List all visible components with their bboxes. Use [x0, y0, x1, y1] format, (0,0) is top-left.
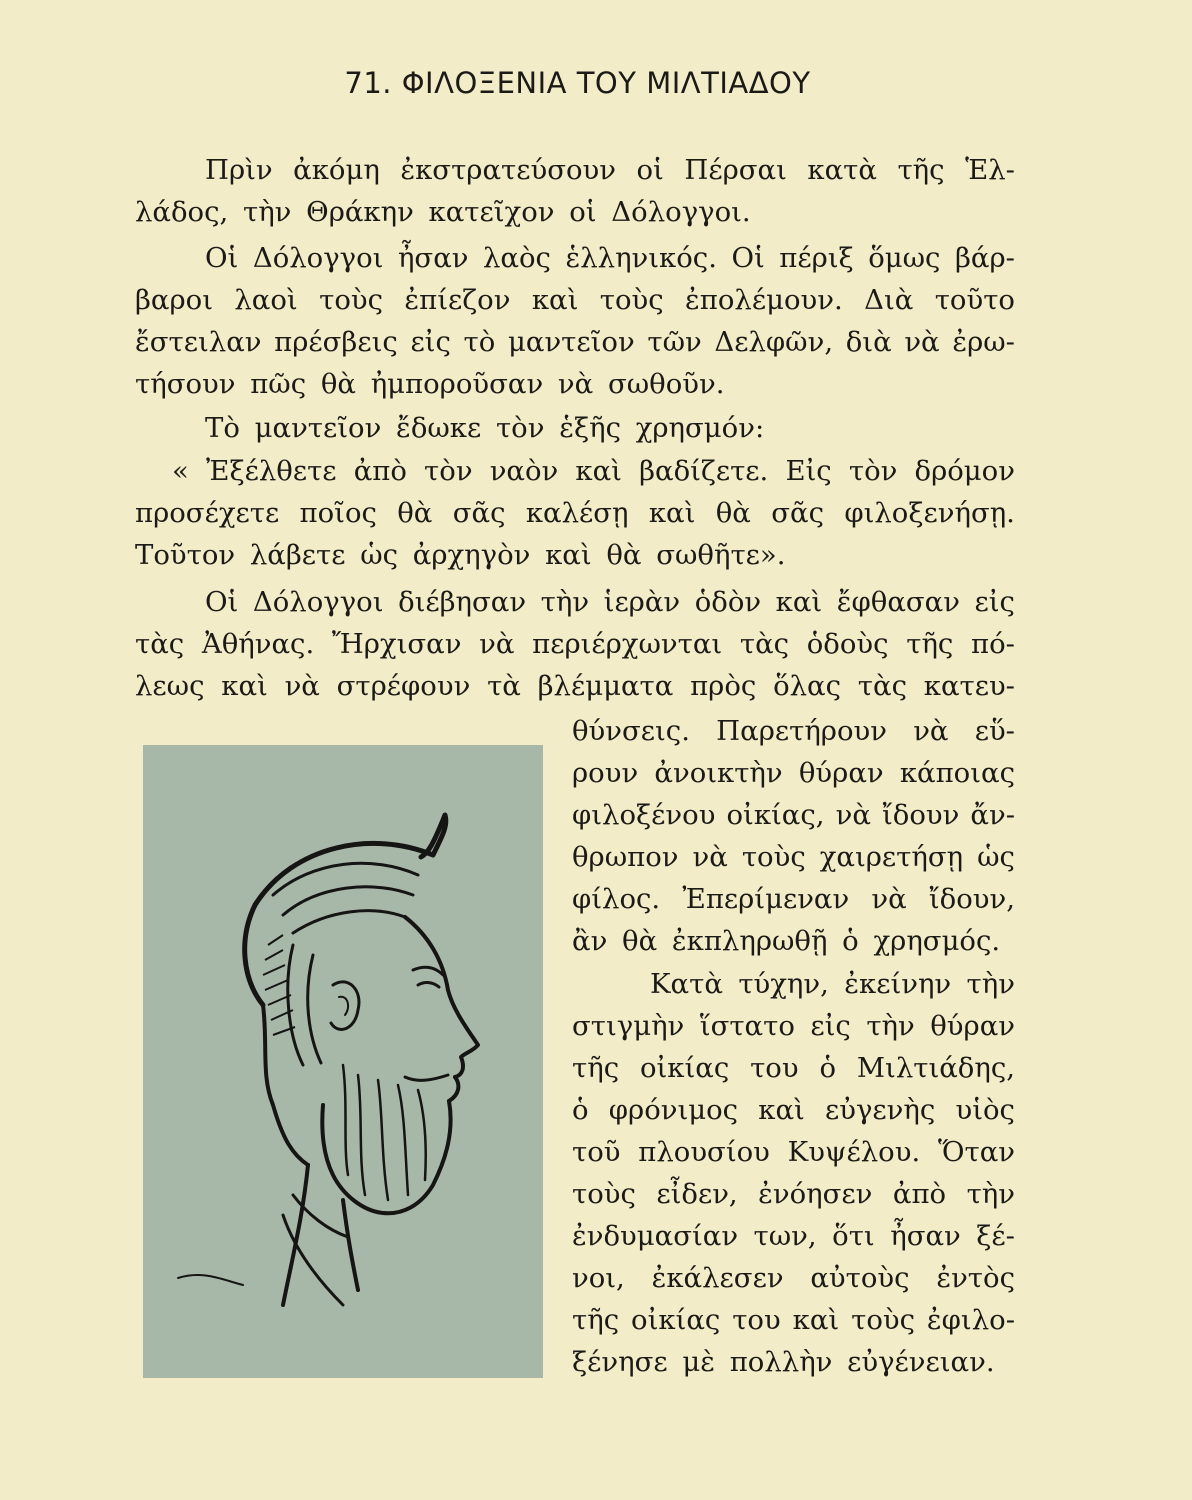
text-line [135, 322, 1015, 362]
word: νὰ [479, 628, 515, 660]
word: των, [753, 1220, 817, 1252]
word: ναὸν [489, 455, 559, 487]
word: ὅτι [832, 1220, 875, 1252]
word: ἀκόμη [293, 154, 380, 186]
text-line: ἂν θὰ ἐκπληρωθῇ ὁ χρησμός. [572, 925, 1001, 957]
word: εἶδεν, [656, 1178, 738, 1210]
word: ἐφιλο- [926, 1304, 1015, 1336]
word: βάρ- [954, 242, 1015, 274]
text-line: Τὸ μαντεῖον ἔδωκε τὸν ἑξῆς χρησμόν: [205, 412, 765, 444]
word: καὶ [575, 455, 622, 487]
word: εἰς [410, 326, 451, 358]
word: νὰ [871, 883, 907, 915]
text-line [650, 964, 1015, 1004]
word: μαντεῖον [508, 326, 635, 358]
word: Δόλογγοι [252, 242, 384, 274]
word: φιλοξένου [572, 799, 716, 831]
word: οἰκίας [631, 1304, 721, 1336]
word: φρόνιμος [608, 1094, 739, 1126]
word: καὶ [531, 284, 579, 316]
word: ὅλας [773, 670, 842, 702]
miltiades-portrait-illustration [143, 745, 543, 1378]
word: τοὺς [319, 284, 383, 316]
word: θύραν [930, 1010, 1015, 1042]
text-line [572, 1258, 1015, 1298]
text-line [572, 1216, 1015, 1256]
word: ἱερὰν [603, 586, 681, 618]
word: περιέρχωνται [532, 628, 723, 660]
quote-line [135, 493, 1015, 533]
word: Ὅταν [937, 1136, 1015, 1168]
word: ρουν [572, 757, 639, 789]
word: Κυψέλου. [787, 1136, 921, 1168]
word: πέριξ [779, 242, 854, 274]
word: τῆς [906, 628, 954, 660]
word: εὐγενὴς [825, 1094, 936, 1126]
text-line [572, 1174, 1015, 1214]
word: ἦσαν [890, 1220, 961, 1252]
word: Πρὶν [205, 154, 273, 186]
word: τῆς [897, 154, 945, 186]
word: τῶν [647, 326, 702, 358]
word: Κατὰ [650, 968, 723, 1000]
word: Παρετήρουν [716, 715, 887, 747]
word: Οἱ [731, 242, 765, 274]
word: τὰς [739, 628, 790, 660]
word: κατευ- [923, 670, 1015, 702]
word: ὁδὸν [694, 586, 762, 618]
word: τοῦτο [934, 284, 1015, 316]
text-line [135, 666, 1015, 706]
text-line [205, 238, 1015, 278]
word: βαροι [135, 284, 213, 316]
word: Πέρσαι [684, 154, 787, 186]
word: θὰ [715, 497, 751, 529]
text-line [572, 879, 1015, 919]
word: ὅμως [868, 242, 941, 274]
word: ἀπὸ [353, 455, 407, 487]
word: οἰκίας, [726, 799, 825, 831]
word: ἐπολέμουν. [685, 284, 843, 316]
word: λαὸς [483, 242, 551, 274]
word: κατὰ [807, 154, 877, 186]
word: πρέσβεις [274, 326, 398, 358]
word: εὕ- [974, 715, 1015, 747]
word: Μιλτιάδης, [856, 1052, 1015, 1084]
word: ἐκείνην [844, 968, 952, 1000]
word: τὸν [848, 455, 898, 487]
word: Διὰ [864, 284, 914, 316]
word: νὰ [904, 326, 940, 358]
word: στιγμὴν [572, 1010, 685, 1042]
word: ἄν- [970, 799, 1015, 831]
word: λαοὶ [234, 284, 298, 316]
word: Ἐπερίμεναν [682, 883, 850, 915]
word: ἐντὸς [936, 1262, 1015, 1294]
word: ἴδουν, [928, 883, 1015, 915]
word: νὰ [692, 841, 728, 873]
word: ὁ [572, 1094, 589, 1126]
word: τὴν [966, 968, 1015, 1000]
text-line [572, 1300, 1015, 1340]
word: οἰκίας [639, 1052, 730, 1084]
word: ἐκάλεσεν [651, 1262, 784, 1294]
word: καὶ [221, 670, 268, 702]
word: ἐπίεζον [404, 284, 511, 316]
text-line: τήσουν πῶς θὰ ἠμποροῦσαν νὰ σωθοῦν. [135, 368, 725, 400]
word: νοι, [572, 1262, 625, 1294]
word: τὰς [857, 670, 907, 702]
word: τὸ [463, 326, 496, 358]
word: τὴν [966, 1178, 1015, 1210]
word: φιλοξενήσῃ. [844, 497, 1015, 529]
word: οἱ [636, 154, 664, 186]
quote-line [172, 451, 1015, 491]
word: διὰ [845, 326, 892, 358]
word: πρὸς [690, 670, 757, 702]
word: Δόλογγοι [252, 586, 384, 618]
word: ὡς [977, 841, 1015, 873]
word: Οἱ [205, 586, 239, 618]
text-line [205, 150, 1015, 190]
word: βαδίζετε. [639, 455, 769, 487]
word: εἰς [974, 586, 1015, 618]
word: ὁ [819, 1052, 837, 1084]
text-line [572, 1132, 1015, 1172]
word: υἱὸς [955, 1094, 1015, 1126]
word: τῆς [572, 1052, 620, 1084]
word: Ἀθήνας. [201, 628, 315, 660]
word: σᾶς [771, 497, 824, 529]
word: τὴν [540, 586, 590, 618]
text-line [572, 753, 1015, 793]
word: τοῦ [572, 1136, 621, 1168]
word: τὰ [487, 670, 521, 702]
word: τὴν [866, 1010, 915, 1042]
word: Οἱ [205, 242, 239, 274]
word: τοὺς [741, 841, 806, 873]
text-line [205, 582, 1015, 622]
word: καὶ [775, 586, 823, 618]
word: πλουσίου [638, 1136, 770, 1168]
word: νὰ [835, 799, 871, 831]
quote-line: Τοῦτον λάβετε ὡς ἀρχηγὸν καὶ θὰ σωθῆτε». [135, 539, 786, 571]
word: τοὺς [851, 1304, 915, 1336]
word: νὰ [913, 715, 949, 747]
text-line: ξένησε μὲ πολλὴν εὐγένειαν. [572, 1346, 995, 1378]
word: θύραν [798, 757, 884, 789]
word: ἦσαν [397, 242, 469, 274]
word: τοὺς [599, 284, 664, 316]
word: ἀπὸ [892, 1178, 947, 1210]
word: τοὺς [572, 1178, 636, 1210]
word: λεως [135, 670, 205, 702]
word: τὸν [424, 455, 473, 487]
word: δρόμον [914, 455, 1015, 487]
word: στρέφουν [336, 670, 471, 702]
word: « [172, 455, 189, 487]
text-line [572, 795, 1015, 835]
word: καὶ [758, 1094, 805, 1126]
word: τύχην, [738, 968, 829, 1000]
text-line [572, 1090, 1015, 1130]
word: θύνσεις. [572, 715, 690, 747]
word: ἀνοικτὴν [654, 757, 783, 789]
word: ὁδοὺς [806, 628, 889, 660]
word: καὶ [792, 1304, 840, 1336]
text-line [135, 624, 1015, 664]
word: σᾶς [452, 497, 506, 529]
word: διέβησαν [398, 586, 527, 618]
word: καὶ [648, 497, 696, 529]
text-line [572, 1006, 1015, 1046]
helmeted-head-drawing [143, 745, 543, 1378]
word: ἔστειλαν [135, 326, 262, 358]
word: θὰ [397, 497, 433, 529]
word: βλέμματα [537, 670, 674, 702]
word: ξέ- [976, 1220, 1015, 1252]
word: Ἐξέλθετε [205, 455, 337, 487]
word: ἐνόησεν [758, 1178, 873, 1210]
word: Εἰς [785, 455, 832, 487]
word: θρωπον [572, 841, 679, 873]
word: εἰς [810, 1010, 851, 1042]
word: ἐρω- [952, 326, 1015, 358]
word: Δελφῶν, [714, 326, 834, 358]
word: νὰ [284, 670, 320, 702]
word: προσέχετε [135, 497, 280, 529]
text-line [572, 1048, 1015, 1088]
word: τῆς [572, 1304, 620, 1336]
word: ἑλληνικός. [565, 242, 717, 274]
text-line: λάδος, τὴν Θράκην κατεῖχον οἱ Δόλογγοι. [135, 196, 751, 228]
word: Ἤρχισαν [331, 628, 462, 660]
word: τὰς [135, 628, 185, 660]
word: κάποιας [899, 757, 1015, 789]
text-line [135, 280, 1015, 320]
word: χαιρετήσῃ [819, 841, 964, 873]
word: ἵστατο [699, 1010, 795, 1042]
word: καλέσῃ [525, 497, 629, 529]
word: ἐκστρατεύσουν [400, 154, 616, 186]
word: του [750, 1052, 799, 1084]
word: φίλος. [572, 883, 661, 915]
page-title: 71. ΦΙΛΟΞΕΝΙΑ ΤΟΥ ΜΙΛΤΙΑΔΟΥ [344, 66, 811, 100]
word: ποῖος [299, 497, 377, 529]
word: Ἑλ- [965, 154, 1015, 186]
text-line [572, 837, 1015, 877]
text-line [572, 711, 1015, 751]
word: του [732, 1304, 781, 1336]
word: ἴδουν [881, 799, 960, 831]
word: ἔφθασαν [836, 586, 960, 618]
word: πό- [971, 628, 1015, 660]
word: ἐνδυμασίαν [572, 1220, 739, 1252]
word: αὐτοὺς [810, 1262, 910, 1294]
